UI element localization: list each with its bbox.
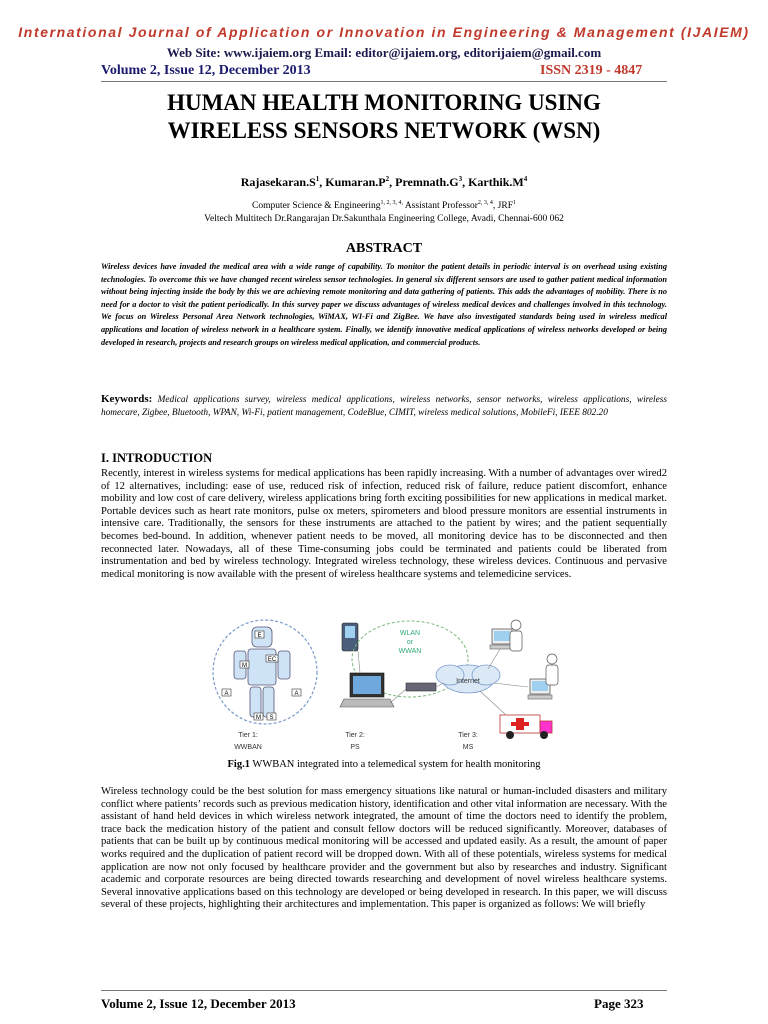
sensor-label: M bbox=[242, 663, 247, 669]
connection-line bbox=[488, 649, 500, 669]
wlan-label: WLAN bbox=[399, 630, 421, 637]
connection-line bbox=[358, 651, 360, 673]
connection-line bbox=[436, 683, 444, 687]
section-heading-introduction: I. INTRODUCTION bbox=[101, 451, 213, 465]
wlan-label: WWAN bbox=[398, 648, 422, 655]
affiliation-college: Veltech Multitech Dr.Rangarajan Dr.Sakunthala Engineering College, Avadi, Chennai-600 062 bbox=[204, 214, 564, 225]
tier-1-sublabel: WWBAN bbox=[234, 744, 262, 751]
paper-title bbox=[0, 89, 768, 145]
abstract-text: Wireless devices have invaded the medical area with a wide range of capability. To monitor the patient details in periodic interval is on overhead using existing technologies. To overcome this we have changed recent wireless sensor technologies. In general six different sensors are used to gather patient medical information without being injecting inside the body by this we are achieving remote monitoring and data gathering of patients. This adds the advantages of mobility. There is no need for a doctor to visit the patient periodically. In this survey paper we discuss advantages of wireless medical devices and challenges involved in this technology. We focus on Wireless Personal Area Network technologies, WiMAX, WI-Fi and ZigBee. We have also investigated standards being used in wireless medical applications and location of wireless network in a healthcare system. Finally, we identify innovative medical applications of wireless networks developed or being developed in research, projects and research groups on wireless medical application, and commercial products. bbox=[101, 262, 667, 347]
tier-2-sublabel: PS bbox=[350, 744, 360, 751]
author-name: Premnath.G bbox=[395, 175, 459, 189]
tier-3-sublabel: MS bbox=[462, 744, 474, 751]
affiliation-role-2: , JRF bbox=[492, 201, 513, 212]
affiliation-dept-sup: 1, 2, 3, 4, bbox=[380, 200, 403, 206]
sensor-label: A bbox=[294, 691, 299, 697]
keywords bbox=[101, 393, 667, 420]
title-line-1: HUMAN HEALTH MONITORING USING bbox=[167, 90, 601, 115]
tier-2-label: Tier 2: bbox=[345, 732, 365, 739]
body-paragraph: Wireless technology could be the best solution for mass emergency situations like natural or human-included disasters and military conflict where patients’ records such as previous medication history, identification and other vital information are necessary. With the assistant of hand held devices in which wireless network integrated, the amount of time the doctors need to identify the problem, trace back the medication history of the patient and consult fellow doctors will be reduced significantly. Moreover, databases of patients that can be built up by continuous medical monitoring will be accessed and updated easily. As a result, the amount of paper works required and the duplication of patient record will be dropped down. With all of these potentials, wireless systems for medical application are now not only focused by healthcare provider and the government but also by researches and industry. Significant academic and corporate resources are being directed towards researching and development of novel wireless healthcare systems. Several innovative applications based on this technology are developed or being developed in research. In this paper, we will discuss several of these projects, highlighting their architectures and implementation. This paper is organized as follows: We will briefly bbox=[101, 786, 667, 911]
journal-website: Web Site: www.ijaiem.org Email: editor@ijaiem.org, editorijaiem@gmail.com bbox=[166, 45, 602, 60]
affiliation-role-2-sup: 1 bbox=[513, 200, 516, 206]
author-sup: 2 bbox=[385, 175, 390, 183]
human-body-icon bbox=[234, 627, 290, 717]
keywords-text: Medical applications survey, wireless medical applications, wireless networks, sensor networks, wireless applications, wireless homecare, Zigbee, Bluetooth, WPAN, Wi-Fi, patient management, CodeBlue, CIMIT, wireless medical solutions, MobileFi, IEEE 802.20 bbox=[101, 395, 667, 418]
header-volume: Volume 2, Issue 12, December 2013 bbox=[101, 63, 311, 78]
tier-3-label: Tier 3: bbox=[458, 732, 478, 739]
affiliation-dept: Computer Science & Engineering bbox=[251, 201, 381, 212]
sensor-label: S bbox=[269, 715, 274, 721]
tier-1-label: Tier 1: bbox=[238, 732, 258, 739]
title-line-2: WIRELESS SENSORS NETWORK (WSN) bbox=[167, 118, 601, 143]
affiliation-role-sup: 2, 3, 4 bbox=[477, 200, 493, 206]
keywords-label: Keywords: bbox=[101, 393, 153, 405]
nurse-icon bbox=[510, 620, 558, 685]
footer-page-number: Page 323 bbox=[594, 996, 644, 1011]
figure-caption bbox=[0, 759, 768, 770]
author-list: $Rajasekaran.S^1$, $Kumaran.P^2$, $Premnath.G^3$, $Karthik.M^4$ bbox=[240, 175, 528, 189]
sensor-label: A bbox=[224, 691, 229, 697]
connection-line bbox=[494, 683, 528, 687]
connection-line bbox=[480, 691, 506, 715]
laptop-icon bbox=[340, 673, 394, 707]
caption-text: WWBAN integrated into a telemedical system for health monitoring bbox=[249, 759, 541, 770]
figure-wwban-diagram bbox=[210, 617, 570, 757]
header-issn: ISSN 2319 - 4847 bbox=[540, 63, 643, 78]
author-name: Rajasekaran.S bbox=[240, 175, 316, 189]
journal-name: International Journal of Application or Innovation in Engineering & Management (IJAIEM) bbox=[18, 24, 750, 40]
sensor-label: E bbox=[257, 633, 262, 639]
author-sup: 3 bbox=[458, 175, 463, 183]
footer-divider bbox=[101, 990, 667, 991]
author-sup: 4 bbox=[523, 175, 528, 183]
abstract-heading: ABSTRACT bbox=[345, 241, 423, 256]
caption-label: Fig.1 bbox=[227, 759, 250, 770]
affiliation-role: Assistant Professor bbox=[402, 201, 478, 212]
footer-volume: Volume 2, Issue 12, December 2013 bbox=[101, 996, 296, 1011]
connection-line bbox=[390, 689, 406, 703]
router-icon bbox=[406, 683, 436, 691]
ambulance-icon bbox=[500, 715, 552, 739]
sensor-label: M bbox=[256, 715, 261, 721]
internet-label: Internet bbox=[456, 678, 480, 685]
sensor-label: EC bbox=[267, 657, 277, 663]
author-name: Karthik.M bbox=[468, 175, 524, 189]
author-sup: 1 bbox=[315, 175, 320, 183]
author-name: Kumaran.P bbox=[325, 175, 386, 189]
introduction-paragraph: Recently, interest in wireless systems for medical applications has been rapidly increasing. With a number of advantages over wired2 of 12 alternatives, including: ease of use, reduced risk of infection, reduced risk of failure, reduce patient discomfort, enhance mobility and low cost of care delivery, wireless applications bring forth exciting possibilities for new applications in medical market. Portable devices such as heart rate monitors, pulse ox meters, spirometers and blood pressure monitors are essential instruments in intensive care. Traditionally, the sensors for these instruments are attached to the patient by wires; and the patient sequentially becomes bed-bound. In addition, whenever patient needs to be moved, all monitoring device has to be disconnected and then reconnected later. Nowadays, all of these Time-consuming jobs could be terminated and patients could be liberated from instrumentation and bed by wireless technology. Integrated wireless technology, these wireless devices. Continuous and pervasive medical monitoring is now available with the present of wireless healthcare systems and telemedicine services. bbox=[101, 468, 667, 580]
wlan-label: or bbox=[406, 639, 414, 646]
affiliation bbox=[0, 197, 768, 226]
header-divider bbox=[101, 81, 667, 82]
